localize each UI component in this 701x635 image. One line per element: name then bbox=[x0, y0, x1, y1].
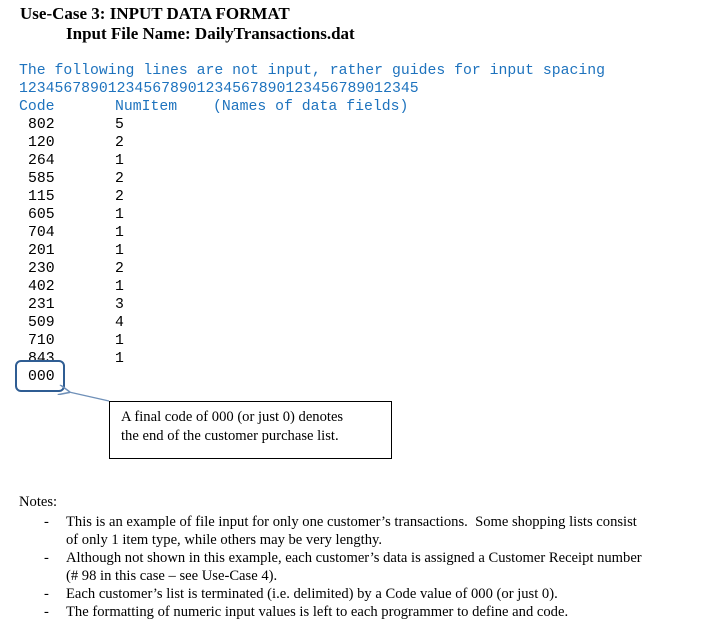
code-value: 843 bbox=[28, 351, 55, 367]
note-line: The formatting of numeric input values is left to each programmer to define and code. bbox=[66, 604, 569, 620]
table-row bbox=[0, 296, 200, 314]
numitem-value: 4 bbox=[115, 315, 124, 331]
table-row bbox=[0, 314, 200, 332]
table-row bbox=[0, 242, 200, 260]
numitem-value: 1 bbox=[115, 225, 124, 241]
note-line: of only 1 item type, while others may be very lengthy. bbox=[66, 532, 382, 548]
table-row bbox=[0, 206, 200, 224]
code-value: 710 bbox=[28, 333, 55, 349]
numitem-value: 1 bbox=[115, 243, 124, 259]
callout-box bbox=[109, 401, 392, 459]
terminating-code-highlight bbox=[15, 360, 65, 392]
numitem-value: 1 bbox=[115, 351, 124, 367]
spacing-guide-text: The following lines are not input, rather guides for input spacing bbox=[19, 63, 606, 79]
code-value: 585 bbox=[28, 171, 55, 187]
terminating-code: 000 bbox=[28, 369, 55, 385]
callout-line-1: A final code of 000 (or just 0) denotes bbox=[121, 409, 344, 425]
table-row bbox=[0, 134, 200, 152]
bullet-dash: - bbox=[44, 550, 49, 566]
note-line: (# 98 in this case – see Use-Case 4). bbox=[66, 568, 278, 584]
code-value: 402 bbox=[28, 279, 55, 295]
code-value: 201 bbox=[28, 243, 55, 259]
header-code: Code bbox=[19, 99, 55, 115]
table-row bbox=[0, 332, 200, 350]
numitem-value: 2 bbox=[115, 171, 124, 187]
numitem-value: 1 bbox=[115, 153, 124, 169]
table-row bbox=[0, 260, 200, 278]
code-value: 605 bbox=[28, 207, 55, 223]
code-value: 704 bbox=[28, 225, 55, 241]
numitem-value: 2 bbox=[115, 135, 124, 151]
bullet-dash: - bbox=[44, 586, 49, 602]
numitem-value: 1 bbox=[115, 333, 124, 349]
note-line: Each customer’s list is terminated (i.e. delimited) by a Code value of 000 (or just 0). bbox=[66, 586, 558, 602]
bullet-dash: - bbox=[44, 604, 49, 620]
table-row bbox=[0, 116, 200, 134]
column-ruler: 123456789012345678901234567890123456789012345 bbox=[19, 81, 419, 97]
code-value: 230 bbox=[28, 261, 55, 277]
bullet-dash: - bbox=[44, 514, 49, 530]
numitem-value: 2 bbox=[115, 261, 124, 277]
table-row bbox=[0, 278, 200, 296]
table-row bbox=[0, 152, 200, 170]
header-field-names: (Names of data fields) bbox=[213, 99, 409, 115]
table-row bbox=[0, 170, 200, 188]
note-line: Although not shown in this example, each customer’s data is assigned a Customer Receipt number bbox=[66, 550, 642, 566]
numitem-value: 1 bbox=[115, 207, 124, 223]
notes-heading: Notes: bbox=[19, 494, 58, 510]
callout-line-2: the end of the customer purchase list. bbox=[121, 428, 339, 444]
page-title: Use-Case 3: INPUT DATA FORMAT bbox=[20, 4, 290, 23]
numitem-value: 3 bbox=[115, 297, 124, 313]
table-row bbox=[0, 224, 200, 242]
code-value: 264 bbox=[28, 153, 55, 169]
code-value: 120 bbox=[28, 135, 55, 151]
table-row bbox=[0, 188, 200, 206]
numitem-value: 5 bbox=[115, 117, 124, 133]
code-value: 802 bbox=[28, 117, 55, 133]
header-numitem: NumItem bbox=[115, 99, 178, 115]
code-value: 509 bbox=[28, 315, 55, 331]
input-file-name: Input File Name: DailyTransactions.dat bbox=[66, 24, 355, 43]
numitem-value: 2 bbox=[115, 189, 124, 205]
code-value: 115 bbox=[28, 189, 55, 205]
code-value: 231 bbox=[28, 297, 55, 313]
numitem-value: 1 bbox=[115, 279, 124, 295]
note-line: This is an example of file input for only one customer’s transactions. Some shopping lists consist bbox=[66, 514, 637, 530]
